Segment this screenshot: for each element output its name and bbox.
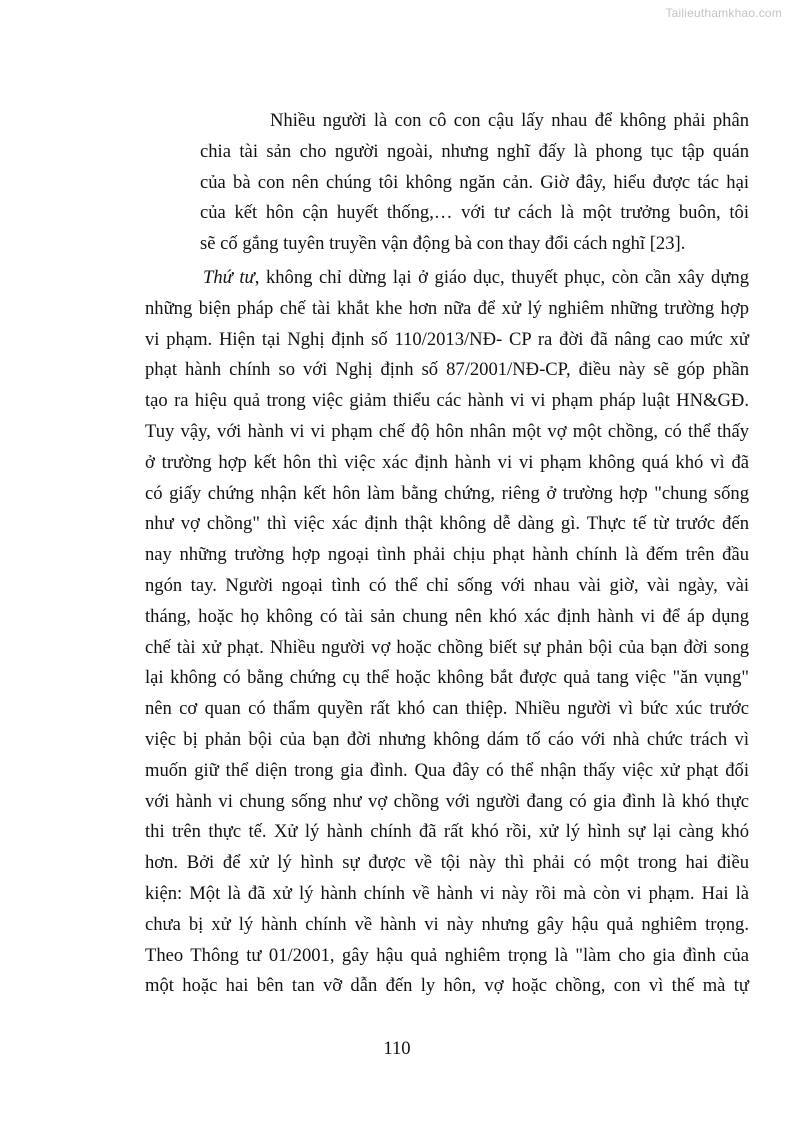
block-quote xyxy=(200,106,749,260)
paragraph-line: một hoặc hai bên tan vỡ dẫn đến ly hôn, vợ hoặc chồng, con vì thế mà tự xyxy=(145,975,749,997)
paragraph-line: có giấy chứng nhận kết hôn làm bằng chứng, riêng ở trường hợp "chung sống xyxy=(145,482,749,504)
paragraph-first-line xyxy=(145,263,749,294)
paragraph-line: ngón tay. Người ngoại tình có thể chỉ sống với nhau vài giờ, vài ngày, vài xyxy=(145,574,749,596)
body-paragraph xyxy=(145,263,749,1002)
paragraph-line: những biện pháp chế tài khắt khe hơn nữa để xử lý nghiêm những trường hợp xyxy=(145,297,749,319)
quote-line: của bà con nên chúng tôi không ngăn cản. Giờ đây, hiểu được tác hại xyxy=(200,171,749,193)
paragraph-line: như vợ chồng" thì việc xác định thật không dễ dàng gì. Thực tế từ trước đến xyxy=(145,513,749,535)
paragraph-line: tạo ra hiệu quả trong việc giảm thiểu các hành vi vi phạm pháp luật HN&GĐ. xyxy=(145,390,749,412)
paragraph-line: thi trên thực tế. Xử lý hành chính đã rất khó rồi, xử lý hình sự lại càng khó xyxy=(145,821,749,843)
paragraph-lead: Thứ tư xyxy=(203,267,255,288)
paragraph-line: nên cơ quan có thẩm quyền rất khó can thiệp. Nhiều người vì bức xúc trước xyxy=(145,698,749,720)
paragraph-line: với hành vi chung sống như vợ chồng với người đang có gia đình là khó thực xyxy=(145,790,749,812)
paragraph-line: chế tài xử phạt. Nhiều người vợ hoặc chồng biết sự phản bội của bạn đời song xyxy=(145,636,749,658)
paragraph-line: tháng, hoặc họ không có tài sản chung nên khó xác định hành vi để áp dụng xyxy=(145,605,749,627)
paragraph-line: ở trường hợp kết hôn thì việc xác định hành vi vi phạm không quá khó vì đã xyxy=(145,451,749,473)
paragraph-line: vi phạm. Hiện tại Nghị định số 110/2013/NĐ- CP ra đời đã nâng cao mức xử xyxy=(145,328,749,350)
quote-line: của kết hôn cận huyết thống,… với tư cách là một trưởng buôn, tôi xyxy=(200,202,749,224)
paragraph-line: Tuy vậy, với hành vi vi phạm chế độ hôn nhân một vợ một chồng, có thể thấy xyxy=(145,420,749,442)
paragraph-line: muốn giữ thể diện trong gia đình. Qua đây có thể nhận thấy việc xử phạt đối xyxy=(145,759,749,781)
paragraph-line: Theo Thông tư 01/2001, gây hậu quả nghiêm trọng là "làm cho gia đình của xyxy=(145,944,749,966)
paragraph-line: lại không có bằng chứng cụ thể hoặc không bắt được quả tang việc "ăn vụng" xyxy=(145,667,749,689)
quote-line: chia tài sản cho người ngoài, nhưng nghĩ đấy là phong tục tập quán xyxy=(200,140,749,162)
paragraph-line: kiện: Một là đã xử lý hành chính về hành vi này rồi mà còn vi phạm. Hai là xyxy=(145,882,749,904)
paragraph-line: phạt hành chính so với Nghị định số 87/2001/NĐ-CP, điều này sẽ góp phần xyxy=(145,359,749,381)
paragraph-line: chưa bị xử lý hành chính về hành vi này nhưng gây hậu quả nghiêm trọng. xyxy=(145,913,749,935)
paragraph-first-line-text: , không chỉ dừng lại ở giáo dục, thuyết phục, còn cần xây dựng xyxy=(254,267,749,288)
paragraph-line: việc bị phản bội của bạn đời nhưng không dám tố cáo với nhà chức trách vì xyxy=(145,728,749,750)
page-number: 110 xyxy=(383,1038,411,1059)
quote-line: Nhiều người là con cô con cậu lấy nhau để không phải phân xyxy=(270,110,749,131)
paragraph-line: hơn. Bởi để xử lý hình sự được về tội này thì phải có một trong hai điều xyxy=(145,852,749,874)
quote-line: sẽ cố gắng tuyên truyền vận động bà con thay đổi cách nghĩ [23]. xyxy=(200,233,686,255)
paragraph-line: nay những trường hợp ngoại tình phải chịu phạt hành chính là đếm trên đầu xyxy=(145,544,749,566)
watermark: Tailieuthamkhao.com xyxy=(665,6,782,20)
